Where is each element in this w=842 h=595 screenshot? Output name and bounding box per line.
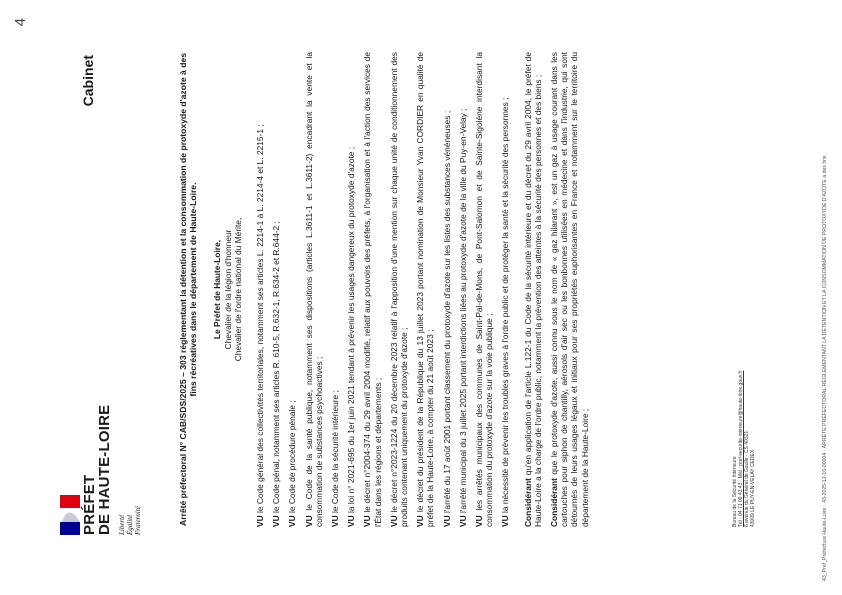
vu-text: la loi n° 2021-695 du 1er juin 2021 tendant à prévenir les usages dangereux du protoxyde d'azote ; (346, 146, 357, 516)
footer-line: Bureau de la Sécurité Intérieure (732, 456, 738, 527)
prefet-signatory-block (212, 52, 243, 527)
vu-item (330, 52, 340, 527)
prefet-line-2: DE HAUTE-LOIRE (96, 404, 113, 535)
vu-keyword: VU (346, 515, 357, 527)
vu-text: le Code de la santé publique, notamment ses dispositions (articles L.3611-1 et L.3611-2) encadrant la vente et la consommation de substances psychoactives ; (303, 52, 324, 527)
considerant-item (549, 52, 590, 527)
vu-text: le Code général des collectivités territoriales, notamment ses articles L. 2214-1 à L. 2214-4 et L. 2215-1 ; (255, 124, 266, 516)
footer-line: 6 avenue du Général de Gaulle · CS 40321 (744, 430, 750, 527)
vu-text: le décret du président de la République du 13 juillet 2023 portant nomination de Monsieur Yvan CORDIER en qualité de préfet de la Haute-Loire, à compter du 21 août 2023 ; (415, 52, 436, 527)
page-number: 4 (12, 18, 29, 27)
vu-keyword: VU (388, 515, 399, 527)
vu-text: l'arrêté du 17 août 2001 portant classement du protoxyde d'azote sur les listes des substances vénéneuses ; (441, 110, 452, 516)
motto-egalite: Égalité (126, 514, 134, 535)
prefet-title-line: Chevalier de la légion d'honneur (222, 229, 233, 350)
considerant-item (523, 52, 543, 527)
letterhead (58, 55, 178, 535)
vu-keyword: VU (303, 515, 314, 527)
vu-text: la nécessité de prévenir les troubles graves à l'ordre public et de protéger la santé et la sécurité des personnes ; (500, 97, 511, 516)
vu-text: le décret n°2004-374 du 29 avril 2004 modifié, relatif aux pouvoirs des préfets, à l'organisation et à l'action des services de l'État dans les régions et départements ; (362, 52, 383, 527)
vu-keyword: VU (362, 515, 373, 527)
prefet-line-1: PRÉFET (81, 474, 98, 535)
vu-text: le Code pénal, notamment ses articles R. 610-5, R.632-1, R.634-2 et R.644-2 ; (271, 221, 282, 516)
considerant-list (523, 52, 590, 527)
vu-keyword: VU (287, 515, 298, 527)
vu-keyword: VU (474, 515, 485, 527)
vu-keyword: VU (271, 515, 282, 527)
footer-line: 43009 LE PUY-EN-VELAY CEDEX (750, 449, 756, 527)
vu-text: le Code de la sécurité intérieure ; (330, 390, 341, 516)
vu-item (389, 52, 409, 527)
vu-text: le Code de procédure pénale ; (287, 400, 298, 516)
marianne-logo-icon (58, 495, 82, 535)
vu-list (255, 52, 511, 527)
recueil-footer: 43_Pref_Préfecture Haute-Loire · 43-2025-12-16-00004 · ARRÊTÉ PRÉFECTORAL RÉGLEMENTANT LA DÉTENTION ET LA CONSOMMATION DE PROTOXYDE D'AZOTE à des fins (822, 155, 828, 581)
vu-keyword: VU (255, 515, 266, 527)
vu-text: les arrêtés municipaux des communes de Saint-Pal-de-Mons, de Pont-Salomon et de Sainte-Sigolène interdisant la consommation du protoxyde d'azote sur la voie publique ; (474, 52, 495, 527)
vu-keyword: VU (441, 515, 452, 527)
motto-fraternite: Fraternité (134, 506, 142, 535)
vu-item (255, 52, 265, 527)
vu-item (287, 52, 297, 527)
arrete-title: Arrêté préfectoral N° CAB/SDS/2025 – 303 réglementant la détention et la consommation de protoxyde d'azote à des fins récréatives dans le département de Haute-Loire. (178, 52, 199, 527)
contact-footer (732, 227, 756, 527)
prefet-title-line: Chevalier de l'ordre national du Mérite, (232, 217, 243, 362)
motto-liberte: Liberté (118, 514, 126, 535)
vu-keyword: VU (457, 515, 468, 527)
vu-text: l'arrêté municipal du 3 juillet 2025 portant interdictions liées au protoxyde d'azote de la ville du Puy-en-Velay ; (457, 108, 468, 516)
vu-keyword: VU (500, 515, 511, 527)
vu-item (474, 52, 494, 527)
vu-item (442, 52, 452, 527)
vu-item (304, 52, 324, 527)
considerant-text: que le protoxyde d'azote, aussi connu sous le nom de « gaz hilarant », est un gaz à usage courant dans les cartouches pour siphon de chantilly, aérosols d'air sec ou les bonbonnes utilisées en médecine et dans l'industrie, qui sont détournés de leurs usages légaux et initiaux pour ses propriétés euphorisantes en France et notamment sur le territoire du département de la Haute-Loire ; (549, 52, 590, 527)
vu-item (362, 52, 382, 527)
vu-text: le décret n°2023-1224 du 20 décembre 2023 relatif à l'apposition d'une mention sur chaque unité de conditionnement des produits contenant uniquement du protoxyde d'azote ; (388, 52, 410, 527)
vu-item (500, 52, 510, 527)
vu-keyword: VU (330, 515, 341, 527)
considerant-keyword: Considérant (522, 478, 533, 527)
service-name: Cabinet (80, 55, 96, 107)
vu-item (458, 52, 468, 527)
considerant-keyword: Considérant (549, 478, 560, 527)
vu-item (415, 52, 435, 527)
republic-motto (118, 506, 142, 535)
document-body (178, 52, 596, 527)
footer-contact-line: Tél : 04 71 09 43 43 · Mél : pref-securite-interieure@haute-loire.gouv.fr (738, 370, 744, 527)
prefet-name: Le Préfet de Haute-Loire, (212, 239, 223, 340)
vu-keyword: VU (415, 515, 426, 527)
prefecture-name (82, 405, 112, 535)
vu-item (271, 52, 281, 527)
vu-item (346, 52, 356, 527)
considerant-text: qu'en application de l'article L.122-1 du Code de la sécurité intérieure et du décret du 29 avril 2004, le préfet de Haute-Loire a la charge de l'ordre public, notamment la prévention des atteintes à la sécurité des personnes et des biens ; (522, 52, 543, 527)
